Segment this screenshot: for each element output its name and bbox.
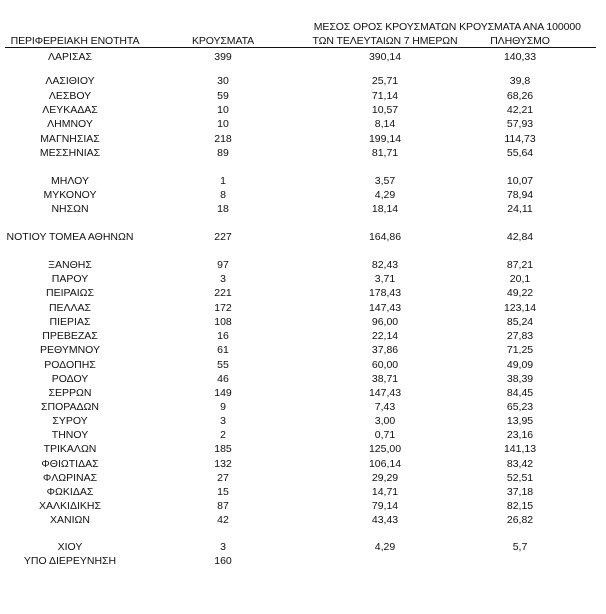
avg7-cell: 18,14: [371, 203, 399, 215]
cases-cell: 27: [217, 472, 229, 484]
avg7-cell: 3,71: [374, 273, 396, 285]
region-cell: ΡΟΔΟΥ: [51, 373, 89, 385]
region-cell: ΛΗΜΝΟΥ: [47, 118, 93, 130]
avg7-cell: 71,14: [371, 90, 399, 102]
avg7-cell: 8,14: [374, 118, 396, 130]
per100k-cell: 140,33: [503, 51, 537, 63]
avg7-cell: 14,71: [371, 486, 399, 498]
cases-cell: 3: [220, 415, 226, 427]
table-row: [0, 471, 606, 485]
region-cell: ΦΩΚΙΔΑΣ: [46, 486, 94, 498]
region-cell: ΜΗΛΟΥ: [51, 175, 89, 187]
table-row: [0, 343, 606, 357]
per100k-cell: 24,11: [507, 203, 533, 215]
per100k-cell: 13,95: [506, 415, 534, 427]
per100k-cell: 42,21: [506, 104, 534, 116]
avg7-cell: 96,00: [371, 316, 399, 328]
table-row: [0, 386, 606, 400]
header-avg7-line1: ΜΕΣΟΣ ΟΡΟΣ ΚΡΟΥΣΜΑΤΩΝ: [313, 21, 457, 33]
region-cell: ΦΘΙΩΤΙΔΑΣ: [41, 458, 99, 470]
cases-cell: 2: [220, 429, 226, 441]
per100k-cell: 82,15: [506, 500, 534, 512]
avg7-cell: 147,43: [368, 302, 402, 314]
table-row: [0, 457, 606, 471]
header-avg7-line2: ΤΩΝ ΤΕΛΕΥΤΑΙΩΝ 7 ΗΜΕΡΩΝ: [312, 35, 458, 47]
cases-cell: 3: [220, 273, 226, 285]
region-cell: ΡΟΔΟΠΗΣ: [44, 359, 96, 371]
per100k-cell: 42,84: [506, 231, 534, 243]
cases-cell: 185: [214, 443, 232, 455]
cases-cell: 59: [217, 90, 229, 102]
cases-cell: 18: [217, 203, 229, 215]
cases-cell: 172: [214, 302, 232, 314]
region-cell: ΠΕΙΡΑΙΩΣ: [46, 287, 94, 299]
table-row: [0, 358, 606, 372]
region-cell: ΠΑΡΟΥ: [51, 273, 89, 285]
cases-cell: 160: [214, 555, 232, 567]
table-row: [0, 400, 606, 414]
per100k-cell: 114,73: [504, 133, 536, 145]
region-cell: ΜΥΚΟΝΟΥ: [43, 189, 97, 201]
region-cell: ΦΛΩΡΙΝΑΣ: [42, 472, 98, 484]
table-row: [0, 188, 606, 202]
table-row: [0, 499, 606, 513]
per100k-cell: 39,8: [509, 75, 531, 87]
region-cell: ΣΥΡΟΥ: [52, 415, 88, 427]
avg7-cell: 3,00: [374, 415, 396, 427]
table-row: [0, 272, 606, 286]
cases-cell: 9: [220, 401, 226, 413]
avg7-cell: 178,43: [368, 287, 402, 299]
per100k-cell: 10,07: [506, 175, 534, 187]
header-per100k-line1: ΚΡΟΥΣΜΑΤΑ ΑΝΑ 100000: [459, 21, 581, 33]
header-per100k-line2: ΠΛΗΘΥΣΜΟ: [490, 35, 550, 47]
per100k-cell: 23,16: [506, 429, 534, 441]
avg7-cell: 4,29: [374, 541, 396, 553]
table-row: [0, 554, 606, 568]
table-row: [0, 117, 606, 131]
region-cell: ΞΑΝΘΗΣ: [48, 259, 92, 271]
region-cell: ΝΗΣΩΝ: [51, 203, 89, 215]
table-row: [0, 258, 606, 272]
cases-cell: 87: [217, 500, 229, 512]
table-row: [0, 230, 606, 244]
per100k-cell: 38,39: [506, 373, 534, 385]
cases-cell: 15: [217, 486, 229, 498]
table-row: [0, 146, 606, 160]
per100k-cell: 27,83: [506, 330, 534, 342]
avg7-cell: 199,14: [368, 133, 402, 145]
cases-cell: 108: [214, 316, 232, 328]
per100k-cell: 5,7: [512, 541, 528, 553]
region-cell: ΛΕΥΚΑΔΑΣ: [42, 104, 98, 116]
cases-cell: 227: [214, 231, 232, 243]
table-row: [0, 485, 606, 499]
avg7-cell: 37,86: [371, 344, 399, 356]
per100k-cell: 55,64: [506, 147, 534, 159]
per100k-cell: 83,42: [506, 458, 534, 470]
avg7-cell: 82,43: [371, 259, 399, 271]
cases-cell: 221: [214, 287, 232, 299]
region-cell: ΛΑΡΙΣΑΣ: [48, 51, 92, 63]
region-cell: ΛΑΣΙΘΙΟΥ: [45, 75, 95, 87]
table-row: [0, 301, 606, 315]
cases-cell: 10: [217, 118, 229, 130]
cases-cell: 42: [217, 514, 229, 526]
cases-cell: 149: [214, 387, 232, 399]
region-cell: ΡΕΘΥΜΝΟΥ: [39, 344, 100, 356]
avg7-cell: 29,29: [371, 472, 399, 484]
table-row: [0, 414, 606, 428]
per100k-cell: 26,82: [506, 514, 534, 526]
per100k-cell: 65,23: [506, 401, 534, 413]
table-row: [0, 132, 606, 146]
table-row: [0, 89, 606, 103]
region-cell: ΠΕΛΛΑΣ: [48, 302, 92, 314]
per100k-cell: 123,14: [503, 302, 537, 314]
table-row: [0, 329, 606, 343]
table-row: [0, 103, 606, 117]
cases-cell: 16: [217, 330, 229, 342]
cases-cell: 89: [217, 147, 229, 159]
header-cases: ΚΡΟΥΣΜΑΤΑ: [191, 35, 255, 47]
cases-cell: 8: [220, 189, 226, 201]
avg7-cell: 60,00: [371, 359, 399, 371]
table-row: [0, 540, 606, 554]
avg7-cell: 7,43: [374, 401, 396, 413]
region-cell: ΣΠΟΡΑΔΩΝ: [41, 401, 99, 413]
per100k-cell: 20,1: [509, 273, 531, 285]
table-row: [0, 315, 606, 329]
region-cell: ΤΡΙΚΑΛΩΝ: [43, 443, 97, 455]
cases-cell: 3: [220, 541, 226, 553]
table-row: [0, 74, 606, 88]
region-cell: ΧΑΝΙΩΝ: [50, 514, 90, 526]
avg7-cell: 43,43: [371, 514, 399, 526]
region-cell: ΜΕΣΣΗΝΙΑΣ: [39, 147, 101, 159]
per100k-cell: 49,22: [506, 287, 534, 299]
header-region: ΠΕΡΙΦΕΡΕΙΑΚΗ ΕΝΟΤΗΤΑ: [10, 35, 140, 47]
cases-cell: 1: [220, 175, 226, 187]
table-row: [0, 174, 606, 188]
region-cell: ΧΙΟΥ: [57, 541, 83, 553]
per100k-cell: 52,51: [506, 472, 534, 484]
per100k-cell: 141,13: [503, 443, 537, 455]
per100k-cell: 57,93: [506, 118, 534, 130]
region-cell: ΥΠΟ ΔΙΕΡΕΥΝΗΣΗ: [23, 555, 117, 567]
per100k-cell: 37,18: [506, 486, 534, 498]
cases-cell: 55: [217, 359, 229, 371]
table-row: [0, 50, 606, 64]
cases-cell: 399: [214, 51, 232, 63]
cases-cell: 218: [214, 133, 232, 145]
avg7-cell: 4,29: [374, 189, 396, 201]
cases-cell: 30: [217, 75, 229, 87]
region-cell: ΤΗΝΟΥ: [51, 429, 89, 441]
avg7-cell: 79,14: [371, 500, 399, 512]
region-cell: ΜΑΓΝΗΣΙΑΣ: [40, 133, 100, 145]
region-cell: ΣΕΡΡΩΝ: [48, 387, 92, 399]
avg7-cell: 38,71: [371, 373, 399, 385]
cases-cell: 97: [217, 259, 229, 271]
table-row: [0, 442, 606, 456]
avg7-cell: 147,43: [368, 387, 402, 399]
avg7-cell: 0,71: [374, 429, 396, 441]
per100k-cell: 85,24: [506, 316, 534, 328]
table-row: [0, 372, 606, 386]
table-row: [0, 513, 606, 527]
table-row: [0, 286, 606, 300]
cases-cell: 46: [217, 373, 229, 385]
cases-cell: 132: [214, 458, 232, 470]
cases-cell: 10: [217, 104, 229, 116]
per100k-cell: 84,45: [506, 387, 534, 399]
region-cell: ΧΑΛΚΙΔΙΚΗΣ: [39, 500, 101, 512]
header-divider: [5, 47, 596, 48]
avg7-cell: 25,71: [371, 75, 399, 87]
avg7-cell: 3,57: [374, 175, 396, 187]
avg7-cell: 106,14: [368, 458, 402, 470]
per100k-cell: 71,25: [506, 344, 534, 356]
avg7-cell: 125,00: [368, 443, 402, 455]
region-cell: ΠΙΕΡΙΑΣ: [49, 316, 91, 328]
region-cell: ΝΟΤΙΟΥ ΤΟΜΕΑ ΑΘΗΝΩΝ: [6, 231, 134, 243]
region-cell: ΛΕΣΒΟΥ: [48, 90, 92, 102]
avg7-cell: 390,14: [368, 51, 402, 63]
avg7-cell: 164,86: [368, 231, 402, 243]
per100k-cell: 87,21: [506, 259, 534, 271]
avg7-cell: 22,14: [371, 330, 399, 342]
per100k-cell: 68,26: [506, 90, 534, 102]
avg7-cell: 10,57: [371, 104, 399, 116]
table-row: [0, 428, 606, 442]
table-row: [0, 202, 606, 216]
per100k-cell: 78,94: [506, 189, 534, 201]
cases-cell: 61: [217, 344, 229, 356]
per100k-cell: 49,09: [506, 359, 534, 371]
region-cell: ΠΡΕΒΕΖΑΣ: [42, 330, 98, 342]
avg7-cell: 81,71: [371, 147, 399, 159]
